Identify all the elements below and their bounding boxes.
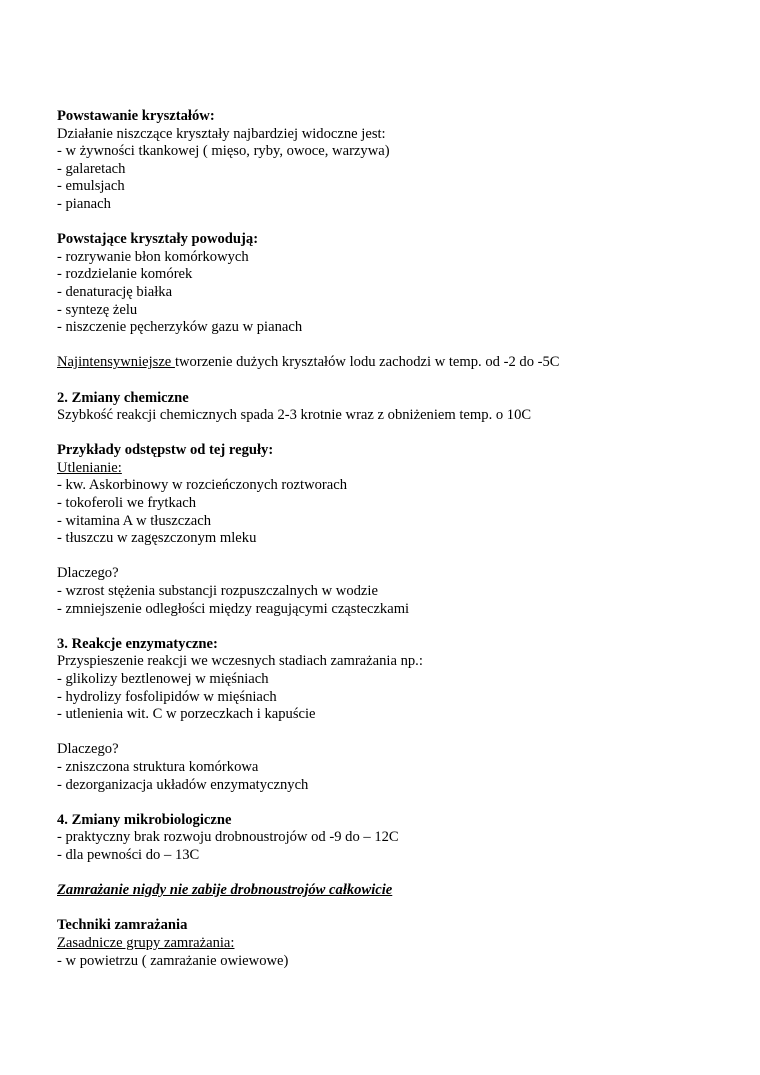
list-item: - rozdzielanie komórek: [57, 266, 193, 283]
spacer: [57, 372, 737, 390]
subheading-freezing-groups: Zasadnicze grupy zamrażania:: [57, 934, 235, 951]
spacer: [57, 425, 737, 443]
list-item: - w żywności tkankowej ( mięso, ryby, owoce, warzywa): [57, 143, 390, 160]
list-item: - emulsjach: [57, 178, 125, 195]
list-item: - tokoferoli we frytkach: [57, 495, 196, 512]
list-item: - glikolizy beztlenowej w mięśniach: [57, 671, 269, 687]
spacer: [57, 618, 737, 636]
paragraph: Przyspieszenie reakcji we wczesnych stadiach zamrażania np.:: [57, 653, 423, 670]
note-text: tworzenie dużych kryształów lodu zachodzi w temp. od -2 do -5C: [174, 354, 560, 371]
heading-exceptions: Przykłady odstępstw od tej reguły:: [57, 442, 274, 459]
heading-enzymatic-reactions: 3. Reakcje enzymatyczne:: [57, 635, 218, 652]
question: Dlaczego?: [57, 741, 119, 758]
list-item: - tłuszczu w zagęszczonym mleku: [57, 530, 257, 547]
list-item: - rozrywanie błon komórkowych: [57, 248, 249, 265]
list-item: - pianach: [57, 195, 111, 212]
list-item: - niszczenie pęcherzyków gazu w pianach: [57, 319, 303, 336]
heading-microbiological-changes: 4. Zmiany mikrobiologiczne: [57, 811, 232, 828]
heading-crystal-formation: Powstawanie kryształów:: [57, 108, 215, 124]
underlined-term: Najintensywniejsze: [57, 354, 175, 371]
spacer: [57, 865, 737, 883]
list-item: - galaretach: [57, 160, 126, 177]
list-item: - witamina A w tłuszczach: [57, 512, 211, 529]
heading-crystal-effects: Powstające kryształy powodują:: [57, 231, 259, 248]
spacer: [57, 337, 737, 355]
question: Dlaczego?: [57, 565, 119, 582]
list-item: - zmniejszenie odległości między reagującymi cząsteczkami: [57, 600, 410, 617]
list-item: - zniszczona struktura komórkowa: [57, 758, 259, 775]
list-item: - syntezę żelu: [57, 301, 138, 318]
list-item: - dezorganizacja układów enzymatycznych: [57, 776, 309, 793]
list-item: - hydrolizy fosfolipidów w mięśniach: [57, 688, 277, 705]
paragraph: Działanie niszczące kryształy najbardziej widoczne jest:: [57, 125, 386, 142]
list-item: - kw. Askorbinowy w rozcieńczonych roztworach: [57, 477, 348, 494]
spacer: [57, 900, 737, 918]
list-item: - wzrost stężenia substancji rozpuszczalnych w wodzie: [57, 583, 378, 600]
list-item: - utlenienia wit. C w porzeczkach i kapuście: [57, 706, 316, 723]
spacer: [57, 724, 737, 742]
list-item: - dla pewności do – 13C: [57, 846, 200, 863]
subheading-oxidation: Utlenianie:: [57, 459, 122, 476]
spacer: [57, 794, 737, 812]
emphasis-statement: Zamrażanie nigdy nie zabije drobnoustrojów całkowicie: [57, 882, 393, 899]
list-item: - w powietrzu ( zamrażanie owiewowe): [57, 952, 289, 969]
paragraph: Szybkość reakcji chemicznych spada 2-3 krotnie wraz z obniżeniem temp. o 10C: [57, 407, 532, 424]
spacer: [57, 214, 737, 232]
list-item: - denaturację białka: [57, 283, 173, 300]
list-item: - praktyczny brak rozwoju drobnoustrojów od -9 do – 12C: [57, 829, 399, 846]
spacer: [57, 548, 737, 566]
heading-freezing-techniques: Techniki zamrażania: [57, 917, 188, 934]
heading-chemical-changes: 2. Zmiany chemiczne: [57, 389, 189, 406]
document-page: [57, 108, 737, 970]
paragraph-note: [57, 354, 737, 372]
